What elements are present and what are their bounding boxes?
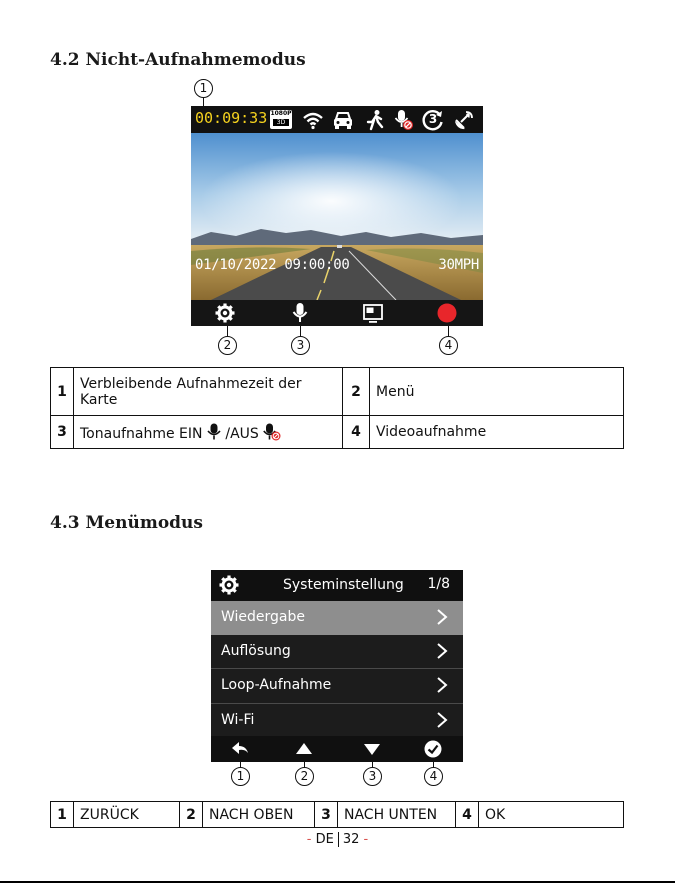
menu-title: Systeminstellung — [283, 577, 404, 593]
mic-icon[interactable] — [289, 302, 311, 324]
table-row — [51, 802, 624, 828]
loop-badge-label: 3 — [428, 112, 438, 126]
mic-off-icon — [263, 423, 281, 441]
callout-4: 4 — [424, 767, 443, 786]
callout-3: 3 — [291, 336, 310, 355]
legend-num: 3 — [315, 802, 338, 828]
menu-item-loop-aufnahme[interactable] — [211, 669, 463, 703]
callout-4-leader — [448, 326, 449, 336]
legend-text: NACH OBEN — [203, 802, 315, 828]
legend-text: Videoaufnahme — [370, 416, 624, 449]
non-recording-legend-table — [50, 367, 624, 449]
callout-3: 3 — [363, 767, 382, 786]
motion-detect-icon — [364, 109, 386, 131]
legend-num: 2 — [180, 802, 203, 828]
callout-2: 2 — [295, 767, 314, 786]
menu-legend-table — [50, 801, 624, 828]
footer-dash-left: - — [306, 832, 312, 847]
legend-num: 4 — [456, 802, 479, 828]
screen-icon[interactable] — [362, 302, 384, 324]
chevron-right-icon — [435, 607, 449, 627]
legend-audio-cell — [74, 416, 343, 449]
camera-screen — [191, 106, 483, 326]
callout-2: 2 — [218, 336, 237, 355]
mic-off-icon — [392, 109, 414, 131]
gear-icon[interactable] — [214, 302, 236, 324]
chevron-right-icon — [435, 641, 449, 661]
record-icon[interactable] — [436, 302, 458, 324]
audio-on-label: Tonaufnahme EIN — [80, 425, 203, 442]
legend-text: Verbleibende Aufnahmezeit der Karte — [74, 368, 343, 416]
menu-item-wifi[interactable] — [211, 704, 463, 736]
legend-num: 1 — [51, 368, 74, 416]
callout-2-leader — [227, 326, 228, 336]
up-icon[interactable] — [294, 739, 314, 759]
menu-screen — [211, 570, 463, 762]
chevron-right-icon — [435, 710, 449, 730]
ok-icon[interactable] — [423, 739, 443, 759]
page-number: 32 — [342, 832, 360, 847]
car-icon — [332, 109, 354, 131]
callout-3-leader — [300, 326, 301, 336]
gps-icon — [453, 109, 475, 131]
section-title-non-recording: 4.2 Nicht-Aufnahmemodus — [50, 50, 306, 70]
callout-1: 1 — [231, 767, 250, 786]
chevron-right-icon — [435, 675, 449, 695]
resolution-icon — [270, 110, 292, 129]
menu-nav-bar — [211, 736, 463, 762]
loop-icon — [422, 109, 444, 131]
footer-language: DE — [315, 832, 334, 847]
menu-item-label: Wiedergabe — [221, 609, 306, 625]
legend-text: OK — [479, 802, 624, 828]
gear-icon — [218, 574, 240, 596]
mic-icon — [207, 423, 221, 441]
menu-item-label: Auflösung — [221, 643, 291, 659]
section-title-menu: 4.3 Menümodus — [50, 513, 203, 533]
status-bar — [191, 106, 483, 133]
back-icon[interactable] — [230, 739, 250, 759]
callout-1: 1 — [194, 79, 213, 98]
down-icon[interactable] — [362, 739, 382, 759]
menu-item-aufloesung[interactable] — [211, 635, 463, 669]
page-footer — [0, 832, 675, 847]
menu-header — [211, 570, 463, 601]
legend-num: 4 — [343, 416, 370, 449]
callout-4: 4 — [439, 336, 458, 355]
legend-num: 3 — [51, 416, 74, 449]
table-row — [51, 368, 624, 416]
speed-readout: 30MPH — [438, 257, 479, 273]
bottom-control-bar — [191, 300, 483, 326]
resolution-top-label: 1080P — [270, 110, 292, 117]
resolution-bottom-label: 3D — [273, 119, 289, 126]
wifi-icon — [302, 109, 324, 131]
footer-dash-right: - — [363, 832, 369, 847]
legend-text: NACH UNTEN — [338, 802, 456, 828]
remaining-time: 00:09:33 — [195, 109, 268, 127]
road-scene-image — [191, 133, 483, 300]
audio-off-label: /AUS — [225, 425, 259, 442]
datetime-stamp: 01/10/2022 09:00:00 — [195, 257, 350, 273]
menu-item-label: Wi-Fi — [221, 712, 255, 728]
legend-num: 2 — [343, 368, 370, 416]
menu-item-label: Loop-Aufnahme — [221, 677, 332, 693]
page-indicator: 1/8 — [427, 576, 450, 592]
legend-num: 1 — [51, 802, 74, 828]
legend-text: Menü — [370, 368, 624, 416]
menu-item-wiedergabe[interactable] — [211, 601, 463, 635]
legend-text: ZURÜCK — [74, 802, 180, 828]
table-row — [51, 416, 624, 449]
